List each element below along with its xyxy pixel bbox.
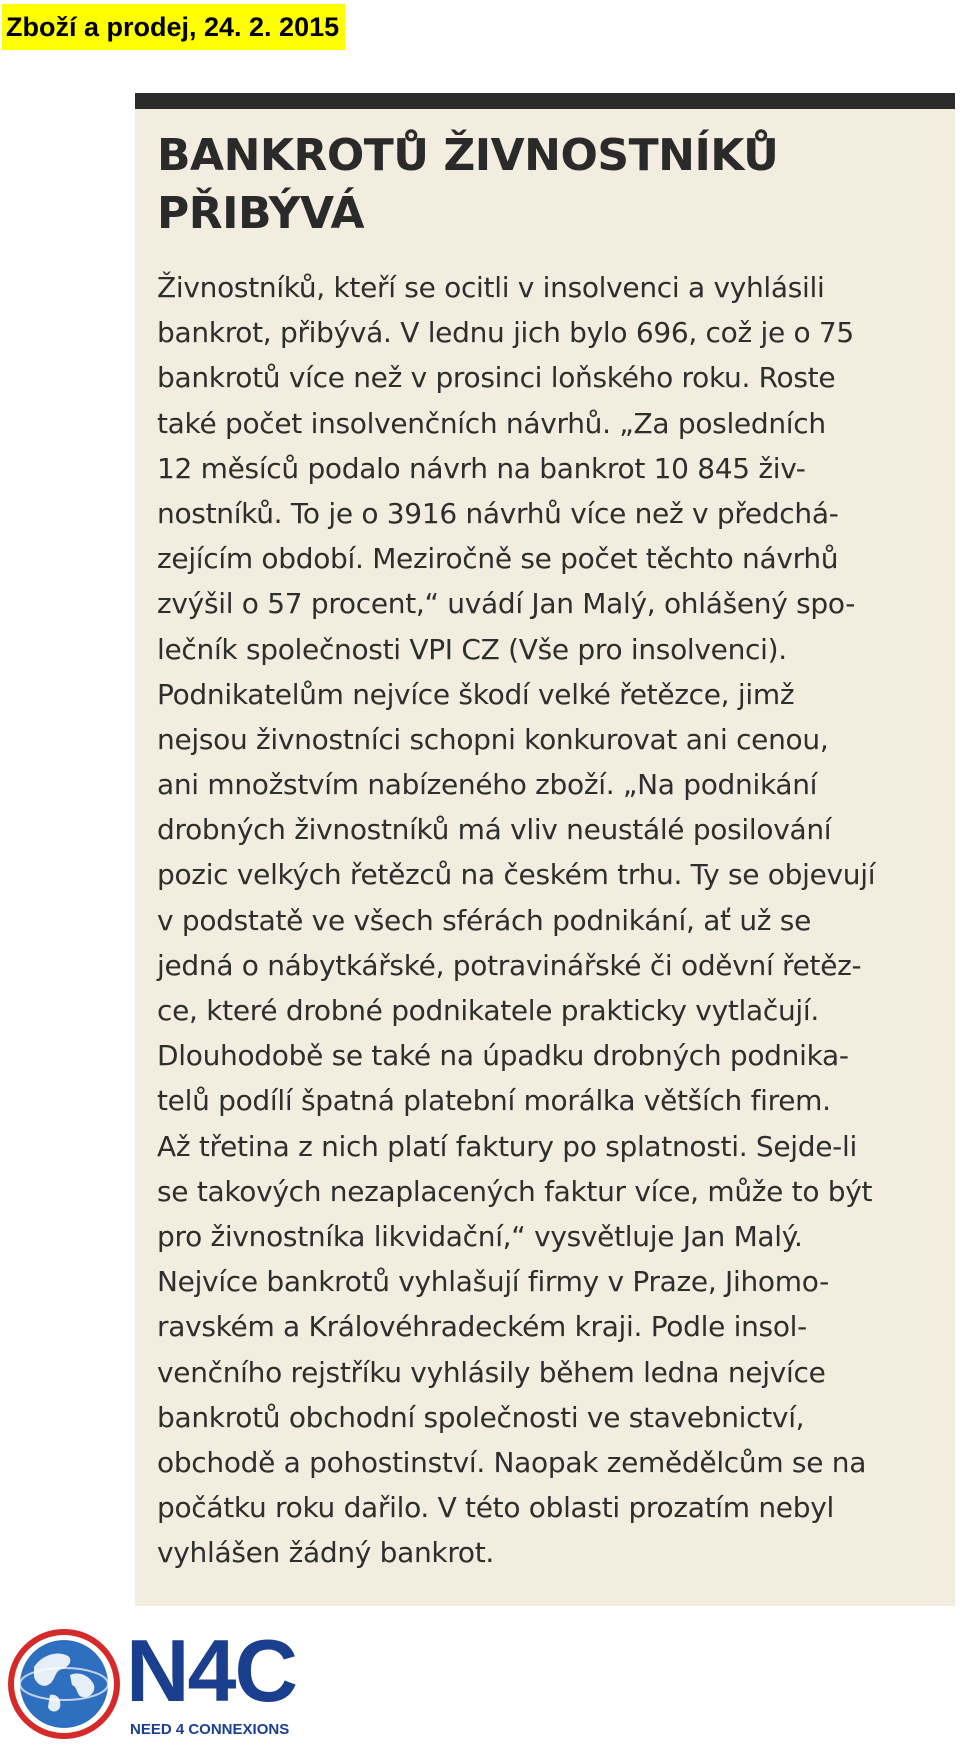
article-body-line: Dlouhodobě se také na úpadku drobných podnika- xyxy=(157,1039,849,1073)
article-body-line: Až třetina z nich platí faktury po splatnosti. Sejde-li xyxy=(157,1129,857,1163)
article-title xyxy=(157,127,917,243)
article-body-line: nostníků. To je o 3916 návrhů více než v předchá- xyxy=(157,496,839,530)
article-body-line: bankrot, přibývá. V lednu jich bylo 696, což je o 75 xyxy=(157,316,854,350)
logo-tagline: NEED 4 CONNEXIONS xyxy=(130,1721,290,1738)
article-body-line: jedná o nábytkářské, potravinářské či oděvní řetěz- xyxy=(157,948,862,982)
article-body-line: ravském a Královéhradeckém kraji. Podle insol- xyxy=(157,1310,807,1344)
article-body-line: ce, které drobné podnikatele prakticky vytlačují. xyxy=(157,994,819,1027)
article-body xyxy=(157,265,947,1575)
article-body-line: telů podílí špatná platební morálka větších firem. xyxy=(157,1084,831,1118)
article-body-line: nejsou živnostníci schopni konkurovat ani cenou, xyxy=(157,722,829,756)
article-body-line: pro živnostníka likvidační,“ vysvětluje Jan Malý. xyxy=(157,1219,803,1253)
globe-icon xyxy=(4,1625,124,1743)
article-body-line: venčního rejstříku vyhlásily během ledna nejvíce xyxy=(157,1355,826,1389)
article-body-line: drobných živnostníků má vliv neustálé posilování xyxy=(157,813,832,847)
article-body-line: ani množstvím nabízeného zboží. „Na podnikání xyxy=(157,768,818,802)
n4c-logo xyxy=(4,1621,309,1743)
article-body-line: lečník společnosti VPI CZ (Vše pro insolvenci). xyxy=(157,632,787,666)
article-body-line: v podstatě ve všech sférách podnikání, ať už se xyxy=(157,903,811,937)
article-body-line: zejícím období. Meziročně se počet těchto návrhů xyxy=(157,542,839,576)
article-body-line: 12 měsíců podalo návrh na bankrot 10 845 živ- xyxy=(157,451,806,485)
article-body-line: Nejvíce bankrotů vyhlašují firmy v Praze, Jihomo- xyxy=(157,1265,829,1299)
article-body-line: zvýšil o 57 procent,“ uvádí Jan Malý, ohlášený spo- xyxy=(157,587,856,621)
article-title-line: BANKROTŮ ŽIVNOSTNÍKŮ xyxy=(157,130,779,181)
article-title-line: PŘIBÝVÁ xyxy=(157,188,365,239)
article-body-line: obchodě a pohostinství. Naopak zemědělcům se na xyxy=(157,1445,867,1479)
article-body-line: Živnostníků, kteří se ocitli v insolvenci a vyhlásili xyxy=(157,271,825,304)
article-body-line: bankrotů více než v prosinci loňského roku. Roste xyxy=(157,361,836,395)
article-body-line: Podnikatelům nejvíce škodí velké řetězce, jimž xyxy=(157,677,795,711)
article-body-line: pozic velkých řetězců na českém trhu. Ty se objevují xyxy=(157,858,876,892)
newspaper-clipping xyxy=(135,93,955,1606)
clipping-top-bar xyxy=(135,93,955,109)
article-body-line: vyhlášen žádný bankrot. xyxy=(157,1536,495,1570)
article-body-line: počátku roku dařilo. V této oblasti prozatím nebyl xyxy=(157,1491,834,1525)
article-body-line: se takových nezaplacených faktur více, může to být xyxy=(157,1174,873,1208)
header-label: Zboží a prodej, 24. 2. 2015 xyxy=(2,4,345,50)
article-body-line: bankrotů obchodní společnosti ve stavebnictví, xyxy=(157,1400,805,1434)
logo-mark: N4C xyxy=(126,1621,297,1720)
article-body-line: také počet insolvenčních návrhů. „Za posledních xyxy=(157,406,826,440)
